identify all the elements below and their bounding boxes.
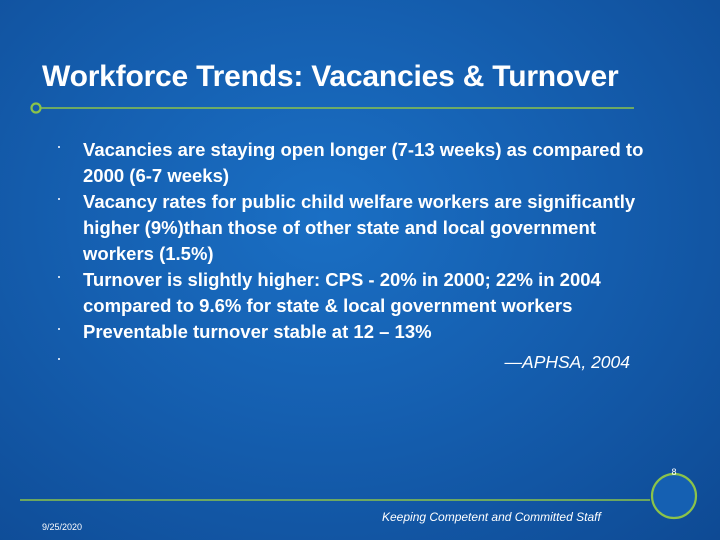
bullet-text: Turnover is slightly higher: CPS - 20% in 2000; 22% in 2004 compared to 9.6% for state & local government workers — [83, 269, 601, 316]
bullet-item — [58, 137, 658, 189]
bullet-dot-icon — [58, 198, 60, 200]
bullet-dot-icon — [58, 358, 60, 360]
bullet-dot-icon — [58, 276, 60, 278]
footer-caption: Keeping Competent and Committed Staff — [382, 510, 601, 524]
footer-rule — [20, 470, 700, 540]
footer-date: 9/25/2020 — [42, 522, 83, 532]
bullet-item — [58, 189, 658, 267]
bullet-text: Preventable turnover stable at 12 – 13% — [83, 321, 432, 342]
citation-item — [58, 349, 658, 375]
page-number-circle-icon — [652, 474, 696, 518]
title-rule — [30, 102, 634, 114]
bullet-item — [58, 267, 658, 319]
bullet-text: Vacancy rates for public child welfare workers are significantly higher (9%)than those of other state and local government workers (1.5%) — [83, 191, 636, 264]
bullet-item — [58, 319, 658, 345]
rule-circle-icon — [32, 104, 41, 113]
bullet-text: Vacancies are staying open longer (7-13 weeks) as compared to 2000 (6-7 weeks) — [83, 139, 644, 186]
bullet-list — [58, 137, 658, 375]
citation-text: —APHSA, 2004 — [504, 352, 630, 372]
page-number: 8 — [671, 467, 677, 477]
bullet-dot-icon — [58, 146, 60, 148]
slide-title: Workforce Trends: Vacancies & Turnover — [42, 60, 619, 93]
bullet-dot-icon — [58, 328, 60, 330]
